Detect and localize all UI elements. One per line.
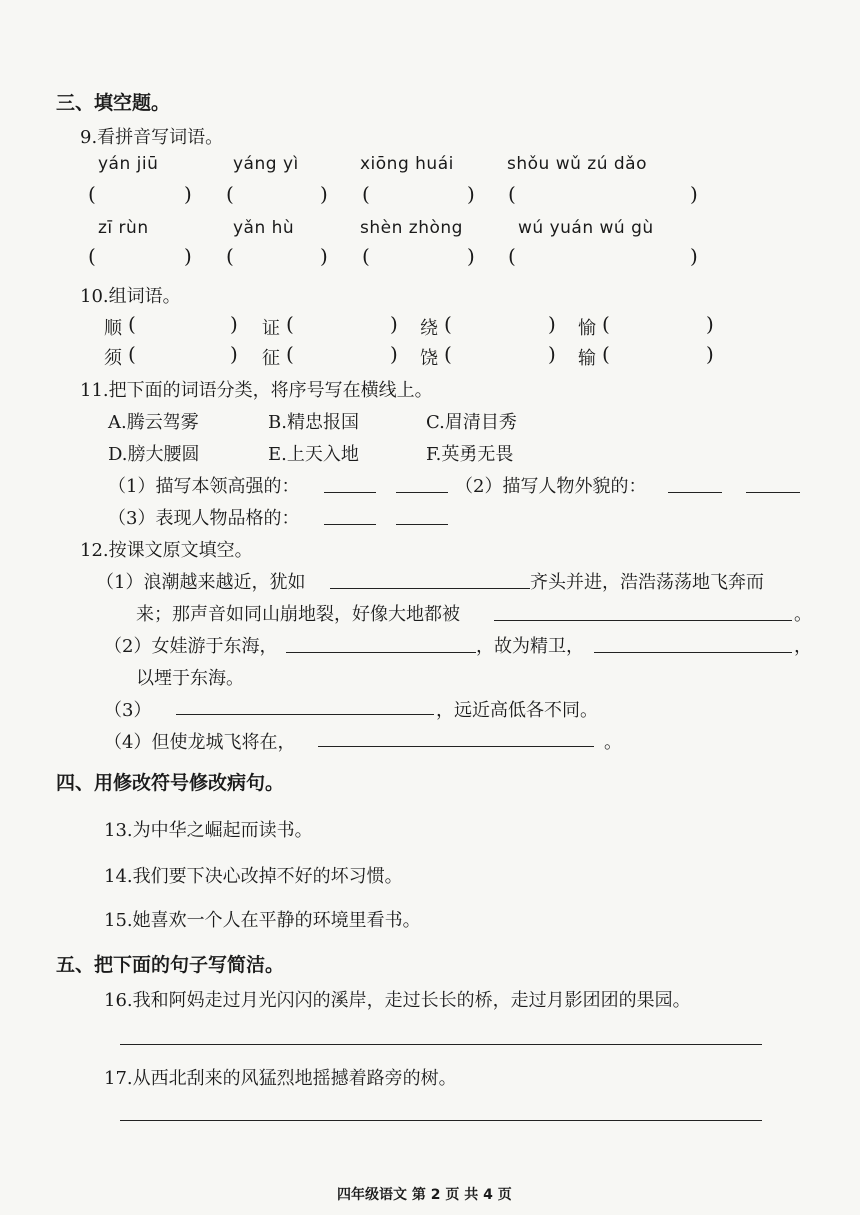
- q10-box-1-close: ): [230, 312, 238, 336]
- q12-p3-blank[interactable]: [176, 714, 434, 715]
- q12-p4-a: （4）但使龙城飞将在，: [104, 732, 296, 753]
- q9-box-7-close: ): [467, 244, 475, 268]
- q14-sentence: 14.我们要下决心改掉不好的坏习惯。: [104, 866, 403, 887]
- q9-box-7-open: (: [362, 244, 370, 268]
- q11-option-d: D.膀大腰圆: [108, 444, 200, 465]
- q12-p1-blank-1[interactable]: [330, 588, 530, 589]
- q12-label: 12.按课文原文填空。: [80, 540, 253, 561]
- page-footer: 四年级语文 第 2 页 共 4 页: [337, 1187, 512, 1203]
- q12-p2-blank-2[interactable]: [594, 652, 792, 653]
- q12-p2-d: 以堙于东海。: [136, 668, 244, 689]
- q10-label: 10.组词语。: [80, 286, 181, 307]
- q9-box-2-close: ): [320, 182, 328, 206]
- q12-p1-blank-2[interactable]: [494, 620, 792, 621]
- q11-part-3-blank-2[interactable]: [396, 524, 448, 525]
- q11-part-1-blank-1[interactable]: [324, 492, 376, 493]
- q9-box-2-open: (: [226, 182, 234, 206]
- q11-part-2-blank-1[interactable]: [668, 492, 722, 493]
- q10-char-7: 饶: [420, 348, 438, 369]
- q11-option-c: C.眉清目秀: [426, 412, 517, 433]
- q9-box-1-open: (: [88, 182, 96, 206]
- q9-box-5-open: (: [88, 244, 96, 268]
- q11-label: 11.把下面的词语分类，将序号写在横线上。: [80, 380, 433, 401]
- q10-box-5-close: ): [230, 342, 238, 366]
- q9-label: 9.看拼音写词语。: [80, 127, 224, 148]
- q10-char-4: 愉: [578, 318, 596, 339]
- q10-box-1-open: (: [128, 312, 136, 336]
- q10-box-3-close: ): [548, 312, 556, 336]
- q10-box-7-close: ): [548, 342, 556, 366]
- q9-pinyin-3: xiōng huái: [360, 154, 454, 174]
- q11-part-2-blank-2[interactable]: [746, 492, 800, 493]
- q10-box-2-open: (: [286, 312, 294, 336]
- q10-box-2-close: ): [390, 312, 398, 336]
- q9-box-6-close: ): [320, 244, 328, 268]
- q10-char-2: 证: [262, 318, 280, 339]
- q9-pinyin-6: yǎn hù: [233, 218, 295, 238]
- q10-box-5-open: (: [128, 342, 136, 366]
- q11-part-3-blank-1[interactable]: [324, 524, 376, 525]
- section-3-title: 三、填空题。: [56, 92, 171, 114]
- q12-p4-b: 。: [604, 732, 622, 753]
- q12-p4-blank[interactable]: [318, 746, 594, 747]
- q10-box-6-close: ): [390, 342, 398, 366]
- q10-char-8: 输: [578, 348, 596, 369]
- q9-box-3-open: (: [362, 182, 370, 206]
- q10-box-7-open: (: [444, 342, 452, 366]
- q10-box-4-close: ): [706, 312, 714, 336]
- q9-pinyin-5: zī rùn: [98, 218, 149, 238]
- q10-box-6-open: (: [286, 342, 294, 366]
- q12-p2-c: ，: [794, 636, 812, 657]
- q9-pinyin-2: yáng yì: [233, 154, 299, 174]
- q11-option-b: B.精忠报国: [268, 412, 359, 433]
- q10-char-5: 须: [104, 348, 122, 369]
- q12-p1-b: 齐头并进，浩浩荡荡地飞奔而: [530, 572, 764, 593]
- q9-box-8-close: ): [690, 244, 698, 268]
- q12-p1-c: 来；那声音如同山崩地裂，好像大地都被: [136, 604, 460, 625]
- q9-box-6-open: (: [226, 244, 234, 268]
- q17-answer-line[interactable]: [120, 1120, 762, 1121]
- q16-answer-line[interactable]: [120, 1044, 762, 1045]
- q10-char-3: 绕: [420, 318, 438, 339]
- q9-box-3-close: ): [467, 182, 475, 206]
- q11-part-1-blank-2[interactable]: [396, 492, 448, 493]
- q10-char-1: 顺: [104, 318, 122, 339]
- q10-box-4-open: (: [602, 312, 610, 336]
- q9-pinyin-1: yán jiū: [98, 154, 159, 174]
- q12-p2-a: （2）女娃游于东海，: [104, 636, 278, 657]
- q11-option-a: A.腾云驾雾: [108, 412, 199, 433]
- q9-pinyin-7: shèn zhòng: [360, 218, 463, 238]
- section-5-title: 五、把下面的句子写简洁。: [56, 954, 285, 976]
- q15-sentence: 15.她喜欢一个人在平静的环境里看书。: [104, 910, 421, 931]
- q12-p2-b: ，故为精卫，: [476, 636, 584, 657]
- q11-part-3: （3）表现人物品格的：: [108, 508, 300, 529]
- q10-box-3-open: (: [444, 312, 452, 336]
- q10-box-8-open: (: [602, 342, 610, 366]
- q11-part-1: （1）描写本领高强的：: [108, 476, 300, 497]
- q12-p3-a: （3）: [104, 700, 152, 721]
- q9-box-8-open: (: [508, 244, 516, 268]
- q13-sentence: 13.为中华之崛起而读书。: [104, 820, 313, 841]
- q10-box-8-close: ): [706, 342, 714, 366]
- q9-box-4-close: ): [690, 182, 698, 206]
- q10-char-6: 征: [262, 348, 280, 369]
- q12-p1-a: （1）浪潮越来越近，犹如: [96, 572, 306, 593]
- q9-box-5-close: ): [184, 244, 192, 268]
- q11-part-2: （2）描写人物外貌的：: [455, 476, 647, 497]
- q12-p3-b: ，远近高低各不同。: [436, 700, 598, 721]
- q9-box-1-close: ): [184, 182, 192, 206]
- q17-sentence: 17.从西北刮来的风猛烈地摇撼着路旁的树。: [104, 1068, 457, 1089]
- q9-box-4-open: (: [508, 182, 516, 206]
- q9-pinyin-4: shǒu wǔ zú dǎo: [507, 154, 648, 174]
- q9-pinyin-8: wú yuán wú gù: [518, 218, 654, 238]
- q11-option-f: F.英勇无畏: [426, 444, 514, 465]
- q12-p2-blank-1[interactable]: [286, 652, 476, 653]
- section-4-title: 四、用修改符号修改病句。: [56, 772, 285, 794]
- q12-p1-d: 。: [794, 604, 812, 625]
- q16-sentence: 16.我和阿妈走过月光闪闪的溪岸，走过长长的桥，走过月影团团的果园。: [104, 990, 691, 1011]
- q11-option-e: E.上天入地: [268, 444, 359, 465]
